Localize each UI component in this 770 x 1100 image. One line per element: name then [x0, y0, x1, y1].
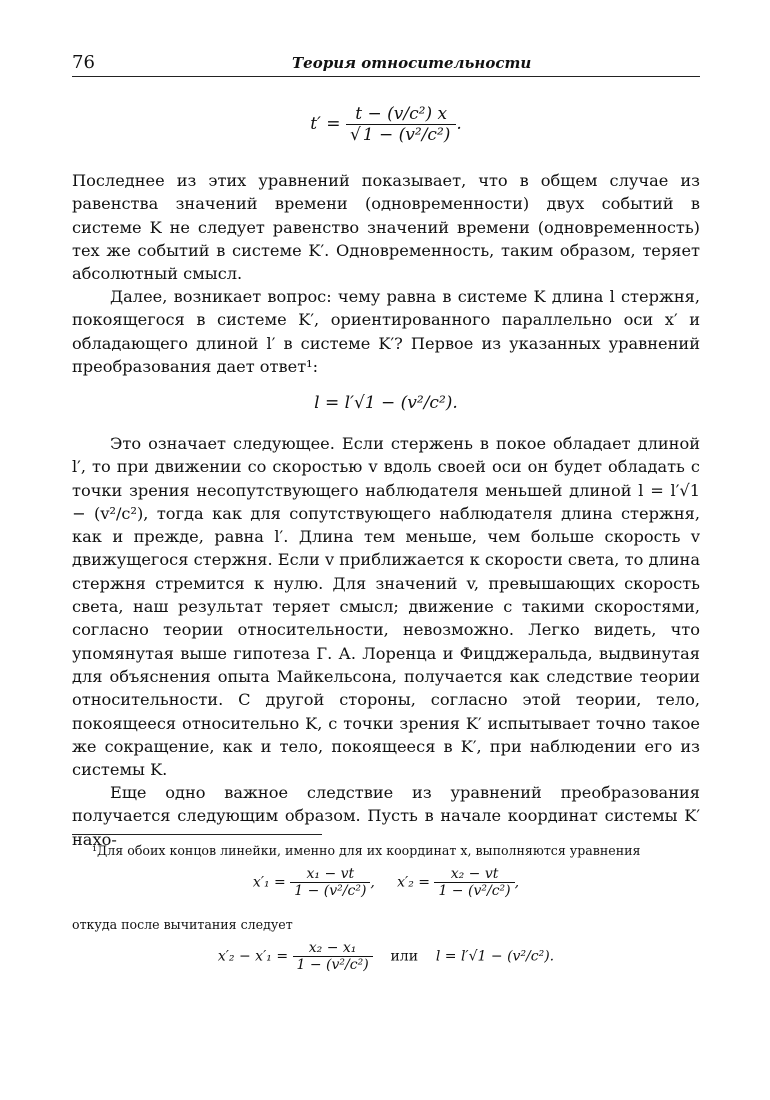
fn-eq1-b-fraction: [434, 866, 514, 899]
fn-eq2-lhs: x′₂ − x′₁ =: [217, 948, 289, 965]
footnote-equation-1: [72, 866, 700, 899]
fn-eq1-b-num: x₂ − vt: [434, 866, 514, 883]
fn-eq2-or: или: [390, 948, 419, 965]
fn-eq1-b-den: 1 − (v²/c²): [438, 883, 511, 899]
eq-time-period: .: [456, 114, 462, 134]
equation-time-transform: [72, 104, 700, 145]
fn-eq1-b-lhs: x′₂ =: [397, 874, 430, 891]
running-title: Теория относительности: [292, 54, 532, 72]
eq-time-fraction: [346, 104, 456, 145]
footnote-text-1: ¹Для обоих концов линейки, именно для их координат x, выполняются уравнения: [92, 843, 641, 858]
sqrt-sign: √: [349, 125, 361, 145]
paragraph-4: Еще одно важное следствие из уравнений преобразования получается следующим образом. Пусть в начале координат системы K′ нахо-: [72, 783, 700, 849]
fn-eq1-end-comma: ,: [514, 874, 520, 891]
eq-time-lhs: t′ =: [310, 114, 341, 134]
paragraph-1: Последнее из этих уравнений показывает, что в общем случае из равенства значений времени (одновременности) двух событий в системе K не следует равенство значений времени (одновременность) тех же событий в системе K′. Одновременность, таким образом, теряет абсолютный смысл.: [72, 171, 700, 284]
equation-length-contraction: l = l′√1 − (v²/c²).: [314, 393, 458, 413]
fn-eq1-a-fraction: [290, 866, 370, 899]
fn-eq1-a-num: x₁ − vt: [290, 866, 370, 883]
fn-eq1-a-lhs: x′₁ =: [252, 874, 286, 891]
paragraph-2: Далее, возникает вопрос: чему равна в системе K длина l стержня, покоящегося в системе K′, ориентированного параллельно оси x′ и обладающего длиной l′ в системе K′? Первое из указанных уравнений преобразования дает ответ¹:: [72, 287, 700, 376]
fn-eq2-rhs: l = l′√1 − (v²/c²).: [435, 948, 555, 965]
fn-eq2-fraction: [293, 940, 373, 973]
eq-time-den-radicand: 1 − (v²/c²): [362, 125, 451, 145]
page-number: 76: [72, 52, 95, 73]
paragraph-4-block: [72, 781, 700, 851]
paragraph-1-block: [72, 169, 700, 285]
eq-time-numerator: t − (v/c²) x: [346, 104, 456, 125]
fn-eq1-comma: ,: [370, 874, 375, 891]
footnote-equation-2: [72, 940, 700, 973]
paragraph-3: Это означает следующее. Если стержень в покое обладает длиной l′, то при движении со скоростью v вдоль своей оси он будет обладать с точки зрения несопутствующего наблюдателя меньшей длиной l = l′√1 − (v²/c²), тогда как для сопутствующего наблюдателя длина стержня, как и прежде, равна l′. Длина тем меньше, чем больше скорость v движущегося стержня. Если v приближается к скорости света, то длина стержня стремится к нулю. Для значений v, превышающих скорость света, наш результат теряет смысл; движение с такими скоростями, согласно теории относительности, невозможно. Легко видеть, что упомянутая выше гипотеза Г. А. Лоренца и Фицджеральда, выдвинутая для объяснения опыта Майкельсона, получается как следствие теории относительности. С другой стороны, согласно этой теории, тело, покоящееся относительно K, с точки зрения K′ испытывает точно такое же сокращение, как и тело, покоящееся в K′, при наблюдении его из системы K.: [72, 434, 700, 780]
fn-eq2-den: 1 − (v²/c²): [296, 957, 369, 973]
fn-eq2-num: x₂ − x₁: [293, 940, 373, 957]
paragraph-3-block: [72, 432, 700, 781]
eq-time-denominator: [346, 125, 456, 145]
paragraph-2-block: [72, 285, 700, 378]
footnote-text-2: откуда после вычитания следует: [72, 917, 293, 932]
footnote-divider: [72, 834, 322, 835]
fn-eq1-a-den: 1 − (v²/c²): [294, 883, 367, 899]
page-header: [72, 50, 700, 77]
